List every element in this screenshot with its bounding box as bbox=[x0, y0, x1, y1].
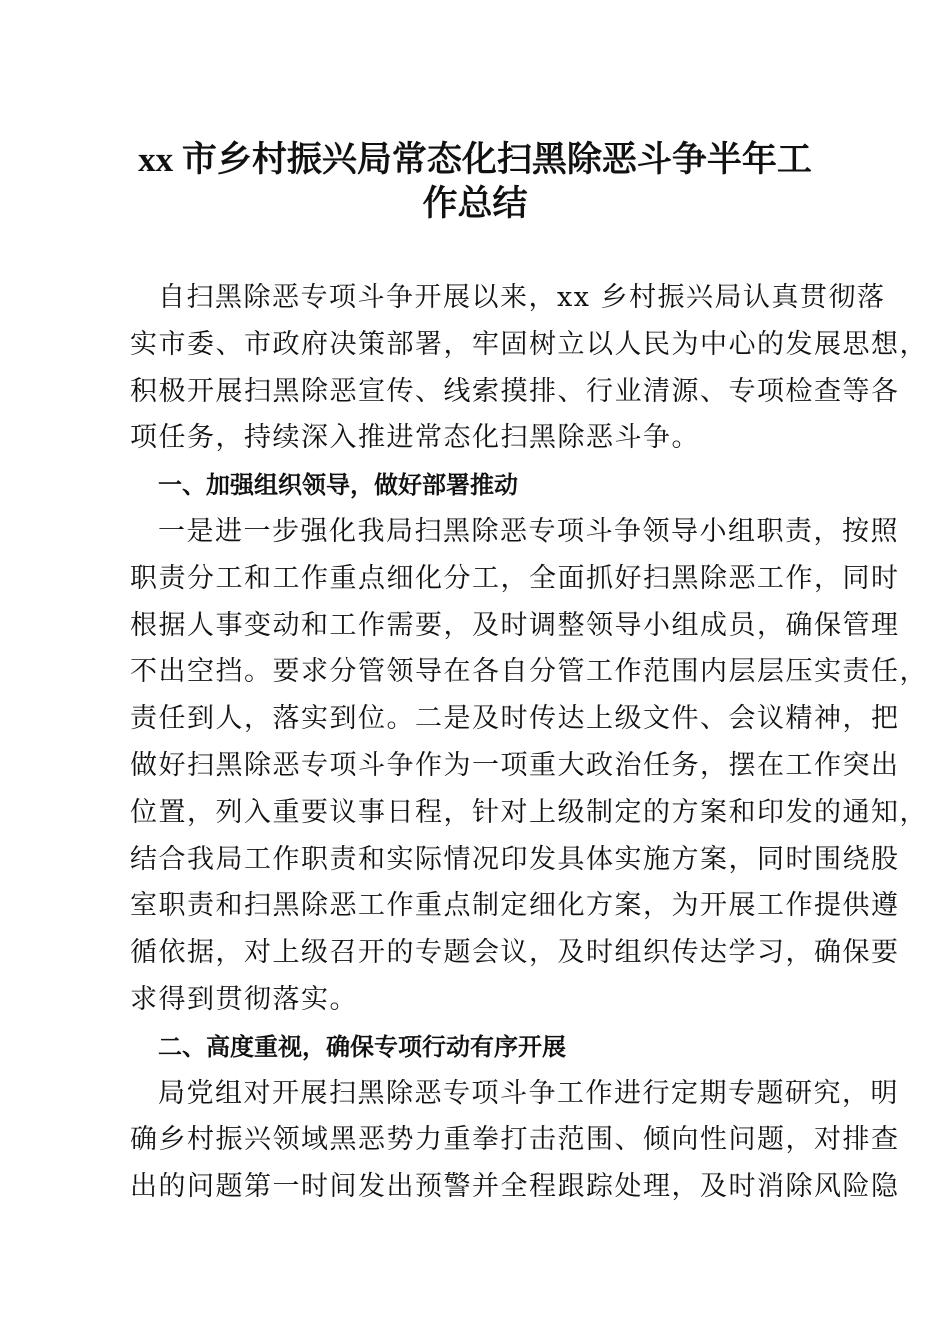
text-line: 位置，列入重要议事日程，针对上级制定的方案和印发的通知， bbox=[130, 796, 928, 828]
text-line: 积极开展扫黑除恶宣传、线索摸排、行业清源、专项检查等各 bbox=[130, 375, 900, 407]
text-line: 求得到贯彻落实。 bbox=[130, 983, 358, 1015]
section-heading-1: 一、加强组织领导，做好部署推动 bbox=[158, 471, 518, 500]
title-line-2: 作总结 bbox=[422, 184, 528, 223]
text-line: 结合我局工作职责和实际情况印发具体实施方案，同时围绕股 bbox=[130, 843, 900, 875]
text-line: 室职责和扫黑除恶工作重点制定细化方案，为开展工作提供遵 bbox=[130, 890, 900, 922]
text-line: 出的问题第一时间发出预警并全程跟踪处理，及时消除风险隐 bbox=[130, 1171, 900, 1203]
text-line: 一是进一步强化我局扫黑除恶专项斗争领导小组职责，按照 bbox=[158, 515, 899, 547]
text-line: 实市委、市政府决策部署，牢固树立以人民为中心的发展思想， bbox=[130, 328, 928, 360]
section-heading-2: 二、高度重视，确保专项行动有序开展 bbox=[158, 1032, 566, 1061]
title-line-1: xx 市乡村振兴局常态化扫黑除恶斗争半年工 bbox=[138, 140, 812, 179]
text-line: 做好扫黑除恶专项斗争作为一项重大政治任务，摆在工作突出 bbox=[130, 749, 900, 781]
text-line: 职责分工和工作重点细化分工，全面抓好扫黑除恶工作，同时 bbox=[130, 562, 900, 594]
section-2-paragraph bbox=[130, 1071, 900, 1211]
text-line: 循依据，对上级召开的专题会议，及时组织传达学习，确保要 bbox=[130, 937, 900, 969]
document-body bbox=[130, 275, 928, 1211]
text-line: 根据人事变动和工作需要，及时调整领导小组成员，确保管理 bbox=[130, 609, 900, 641]
text-line: 局党组对开展扫黑除恶专项斗争工作进行定期专题研究，明 bbox=[158, 1077, 899, 1109]
text-line: 确乡村振兴领域黑恶势力重拳打击范围、倾向性问题，对排查 bbox=[130, 1124, 900, 1156]
section-1-paragraph bbox=[130, 509, 928, 1024]
intro-paragraph bbox=[130, 275, 928, 462]
text-line: 责任到人，落实到位。二是及时传达上级文件、会议精神，把 bbox=[130, 703, 900, 735]
text-line: 自扫黑除恶专项斗争开展以来，xx 乡村振兴局认真贯彻落 bbox=[158, 282, 886, 313]
document-title bbox=[100, 138, 850, 226]
text-line: 项任务，持续深入推进常态化扫黑除恶斗争。 bbox=[130, 422, 700, 454]
text-line: 不出空挡。要求分管领导在各自分管工作范围内层层压实责任， bbox=[130, 656, 928, 688]
